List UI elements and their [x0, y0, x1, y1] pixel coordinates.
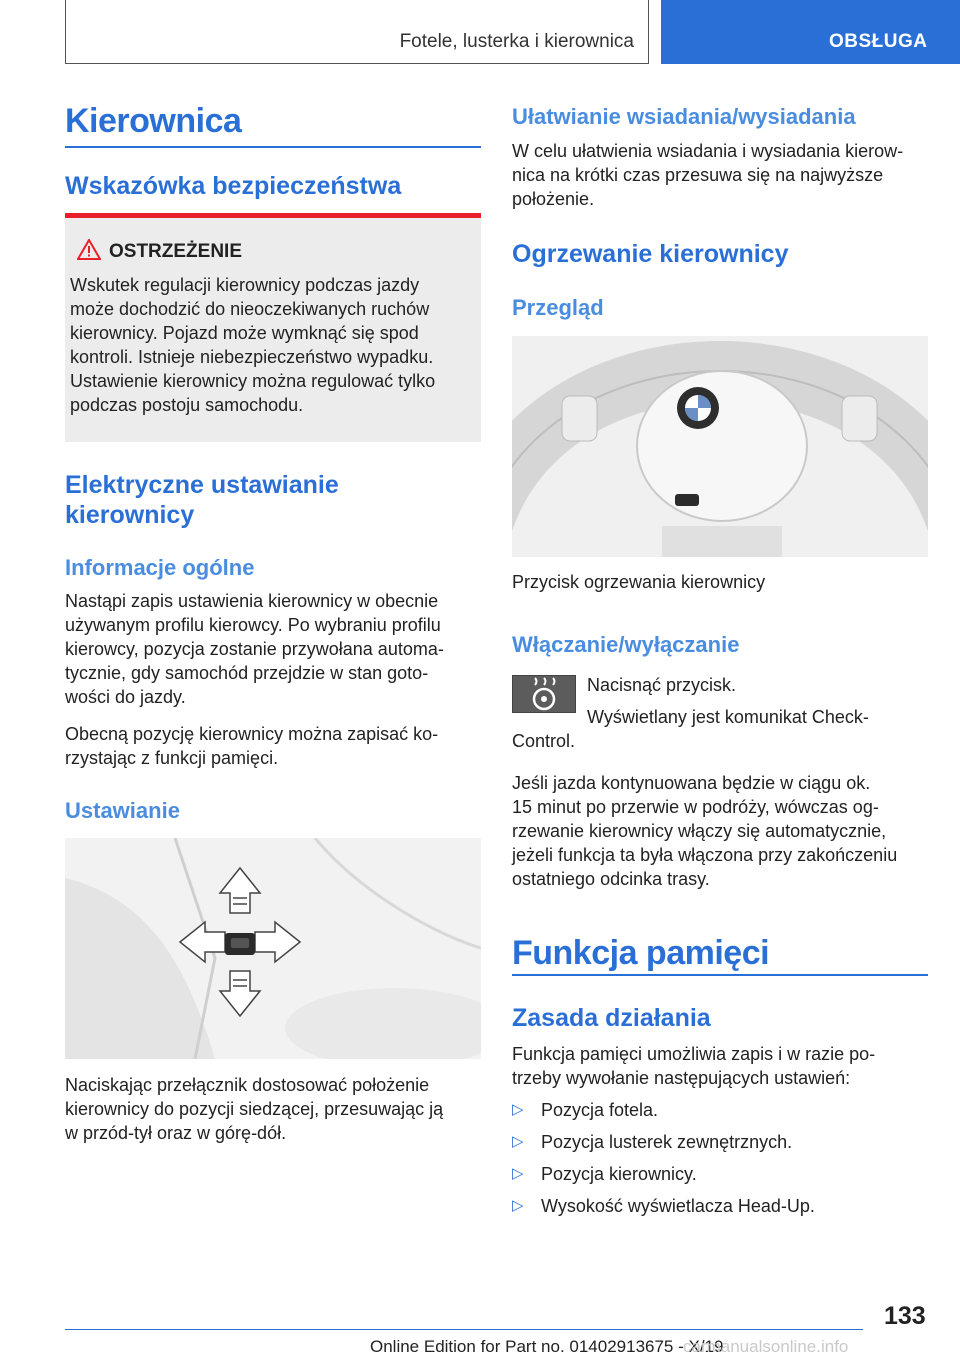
warning-box	[65, 218, 481, 442]
text-line: rzystając z funkcji pamięci.	[65, 748, 279, 768]
warning-line: Ustawienie kierownicy można regulować tylko	[70, 371, 436, 391]
text-line: kierownicy do pozycji siedzącej, przesuwając ją	[65, 1099, 444, 1119]
general-paragraph-1	[65, 589, 444, 709]
page-number: 133	[884, 1302, 926, 1330]
text-line: położenie.	[512, 189, 595, 209]
list-item: ▷ Wysokość wyświetlacza Head-Up.	[512, 1196, 815, 1216]
list-item: ▷ Pozycja kierownicy.	[512, 1164, 697, 1184]
text-line: Naciskając przełącznik dostosować położenie	[65, 1075, 430, 1095]
header-tab-label: OBSŁUGA	[829, 31, 928, 52]
triangle-bullet-icon: ▷	[512, 1133, 524, 1150]
heading-safety: Wskazówka bezpieczeństwa	[65, 172, 402, 200]
text-line: nica na krótki czas przesuwa się na najwyższe	[512, 165, 884, 185]
warning-line: może dochodzić do nieoczekiwanych ruchów	[70, 299, 430, 319]
text-line: 15 minut po przerwie w podróży, wówczas og-	[512, 797, 879, 817]
text-line: w przód-tył oraz w górę-dół.	[65, 1123, 287, 1143]
list-item: ▷ Pozycja lusterek zewnętrznych.	[512, 1132, 793, 1152]
heading-easy-entry: Ułatwianie wsiadania/wysiadania	[512, 104, 856, 129]
text-line: W celu ułatwienia wsiadania i wysiadania kierow-	[512, 141, 904, 161]
triangle-bullet-icon: ▷	[512, 1101, 524, 1118]
text-line: jeżeli funkcja ta była włączona przy zakończeniu	[512, 845, 898, 865]
heading-electric-line: kierownicy	[65, 501, 195, 529]
on-off-step-1: Nacisnąć przycisk.	[587, 675, 737, 695]
text-line: trzeby wywołanie następujących ustawień:	[512, 1068, 851, 1088]
heating-paragraph	[512, 771, 897, 891]
general-paragraph-2	[65, 722, 438, 770]
triangle-bullet-icon: ▷	[512, 1165, 524, 1182]
text-line: Nastąpi zapis ustawienia kierownicy w obecnie	[65, 591, 439, 611]
header-section-box	[65, 0, 649, 64]
memory-heading-rule	[512, 974, 928, 976]
header-section-title: Fotele, lusterka i kierownica	[399, 31, 634, 52]
list-item: ▷ Pozycja fotela.	[512, 1100, 659, 1120]
text-line: Funkcja pamięci umożliwia zapis i w razie po-	[512, 1044, 876, 1064]
warning-title: OSTRZEŻENIE	[109, 241, 243, 262]
heating-button-icon	[512, 675, 576, 713]
warning-line: kierownicy. Pojazd może wymknąć się spod	[70, 323, 419, 343]
heading-kierownica: Kierownica	[65, 102, 242, 140]
heading-setting: Ustawianie	[65, 798, 180, 823]
wheel-caption: Przycisk ogrzewania kierownicy	[512, 572, 766, 592]
on-off-step-2b: Control.	[512, 731, 576, 751]
heading-heating: Ogrzewanie kierownicy	[512, 240, 789, 268]
text-line: Obecną pozycję kierownicy można zapisać ko-	[65, 724, 439, 744]
heading-on-off: Włączanie/wyłączanie	[512, 632, 740, 657]
footer-edition: Online Edition for Part no. 01402913675 - X/19	[370, 1337, 724, 1356]
warning-line: Wskutek regulacji kierownicy podczas jazdy	[70, 275, 420, 295]
principle-paragraph	[512, 1042, 875, 1090]
steering-wheel-photo	[512, 336, 928, 557]
text-line: używanym profilu kierowcy. Po wybraniu profilu	[65, 615, 441, 635]
text-line: tycznie, gdy samochód przejdzie w stan goto-	[65, 663, 429, 683]
header-tab	[661, 0, 960, 64]
on-off-step-2a: Wyświetlany jest komunikat Check-	[587, 707, 869, 727]
triangle-bullet-icon: ▷	[512, 1197, 524, 1214]
warning-line: kontroli. Istnieje niebezpieczeństwo wypadku.	[70, 347, 434, 367]
text-line: rzewanie kierownicy włączy się automatycznie,	[512, 821, 887, 841]
setting-caption	[65, 1073, 443, 1145]
heading-principle: Zasada działania	[512, 1004, 711, 1032]
heading-electric-line: Elektryczne ustawianie	[65, 471, 339, 499]
text-line: ostatniego odcinka trasy.	[512, 869, 710, 889]
text-line: wości do jazdy.	[65, 687, 186, 707]
text-line: Jeśli jazda kontynuowana będzie w ciągu ok.	[512, 773, 871, 793]
footer-rule	[65, 1329, 863, 1330]
heading-memory: Funkcja pamięci	[512, 934, 770, 972]
heading-general: Informacje ogólne	[65, 555, 255, 580]
warning-triangle-icon	[77, 239, 101, 260]
easy-entry-paragraph	[512, 139, 903, 211]
heading-overview: Przegląd	[512, 295, 604, 320]
steering-adjust-photo	[65, 838, 481, 1059]
warning-line: podczas postoju samochodu.	[70, 395, 304, 415]
heading-rule	[65, 146, 481, 148]
heading-electric	[65, 470, 339, 530]
text-line: kierowcy, pozycja zostanie przywołana automa-	[65, 639, 444, 659]
footer-watermark: carmanualsonline.info	[683, 1337, 849, 1356]
